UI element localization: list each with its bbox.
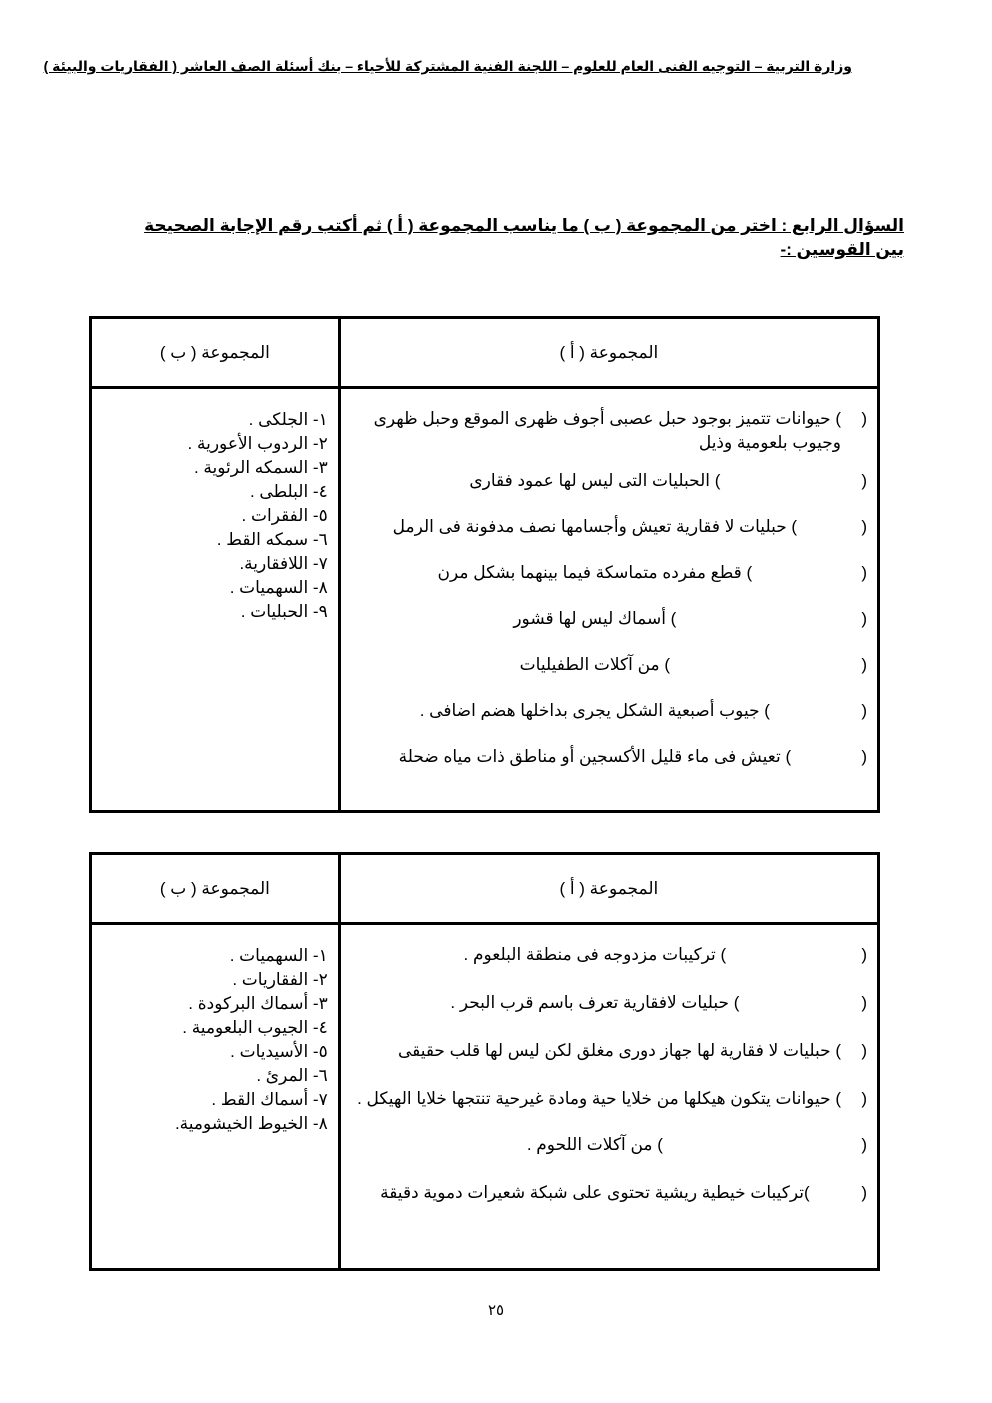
list-item xyxy=(349,699,867,723)
group-b-header: المجموعة ( ب ) xyxy=(91,854,340,924)
list-item xyxy=(349,1133,867,1157)
group-a-header: المجموعة ( أ ) xyxy=(339,318,878,388)
item-text: ) قطع مفرده متماسكة فيما بينهما بشكل مرن xyxy=(437,563,753,582)
group-a-cell xyxy=(339,924,878,1270)
list-item: ٦- المرئ . xyxy=(256,1066,328,1085)
group-b-header: المجموعة ( ب ) xyxy=(91,318,340,388)
item-text: ) حيوانات تتميز بوجود حبل عصبى أجوف ظهرى الموقع وحبل ظهرى وجيوب بلعومية وذيل xyxy=(373,409,841,452)
page-header: وزارة التربية – التوجيه الفنى العام للعلوم – اللجنة الفنية المشتركة للأحياء – بنك أسئلة الصف العاشر ( الفقاريات والبيئة ) xyxy=(43,58,852,74)
list-item: ٨- الخيوط الخيشومية. xyxy=(174,1114,328,1133)
list-item xyxy=(349,469,867,493)
list-item: ٣- السمكه الرئوية . xyxy=(193,458,328,477)
list-item: ٦- سمكه القط . xyxy=(216,530,328,549)
item-text: ) تعيش فى ماء قليل الأكسجين أو مناطق ذات مياه ضحلة xyxy=(398,747,792,766)
answer-bracket[interactable]: ( xyxy=(861,1135,867,1154)
question-title: السؤال الرابع : اختر من المجموعة ( ب ) ما يناسب المجموعة ( أ ) ثم أكتب رقم الإجابة الصحيحة بين القوسين :- xyxy=(144,216,904,259)
item-text: ) حبليات لافقارية تعرف باسم قرب البحر . xyxy=(450,993,740,1012)
list-item xyxy=(349,1039,867,1063)
list-item: ٥- الفقرات . xyxy=(241,506,328,525)
list-item xyxy=(349,607,867,631)
answer-bracket[interactable]: ( xyxy=(861,409,867,428)
answer-bracket[interactable]: ( xyxy=(861,517,867,536)
answer-bracket[interactable]: ( xyxy=(861,945,867,964)
list-item: ٥- الأسيديات . xyxy=(230,1042,328,1061)
list-item: ٧- اللافقارية. xyxy=(239,554,328,573)
group-b-list xyxy=(92,389,338,624)
answer-bracket[interactable]: ( xyxy=(861,747,867,766)
list-item: ٢- الردوب الأعورية . xyxy=(187,434,328,453)
list-item xyxy=(349,407,867,455)
list-item xyxy=(349,561,867,585)
list-item: ١- السهميات . xyxy=(229,946,328,965)
list-item xyxy=(349,1087,867,1111)
list-item xyxy=(349,1181,867,1205)
list-item: ٣- أسماك البركودة . xyxy=(188,994,328,1013)
answer-bracket[interactable]: ( xyxy=(861,1041,867,1060)
item-text: ) الحبليات التى ليس لها عمود فقارى xyxy=(469,471,721,490)
answer-bracket[interactable]: ( xyxy=(861,655,867,674)
list-item: ٤- الجيوب البلعومية . xyxy=(182,1018,328,1037)
group-a-cell xyxy=(339,388,878,812)
answer-bracket[interactable]: ( xyxy=(861,1089,867,1108)
list-item xyxy=(349,745,867,769)
item-text: ) أسماك ليس لها قشور xyxy=(513,609,677,628)
answer-bracket[interactable]: ( xyxy=(861,609,867,628)
list-item: ٢- الفقاريات . xyxy=(232,970,328,989)
answer-bracket[interactable]: ( xyxy=(861,471,867,490)
list-item xyxy=(349,991,867,1015)
list-item xyxy=(349,515,867,539)
group-b-cell xyxy=(91,388,340,812)
list-item: ١- الجلكى . xyxy=(248,410,328,429)
group-a-list xyxy=(341,925,877,1205)
answer-bracket[interactable]: ( xyxy=(861,1183,867,1202)
item-text: ) حيوانات يتكون هيكلها من خلايا حية ومادة غيرحية تنتجها خلايا الهيكل . xyxy=(357,1089,841,1108)
item-text: ) حبليات لا فقارية تعيش وأجسامها نصف مدفونة فى الرمل xyxy=(392,517,798,536)
item-text: ) تركيبات مزدوجه فى منطقة البلعوم . xyxy=(463,945,727,964)
answer-bracket[interactable]: ( xyxy=(861,701,867,720)
list-item xyxy=(349,653,867,677)
list-item: ٤- البلطى . xyxy=(249,482,328,501)
item-text: ) جيوب أصبعية الشكل يجرى بداخلها هضم اضافى . xyxy=(419,701,770,720)
matching-table-1 xyxy=(89,316,880,813)
list-item xyxy=(349,943,867,967)
group-b-list xyxy=(92,925,338,1136)
item-text: ) من آكلات اللحوم . xyxy=(526,1135,663,1154)
answer-bracket[interactable]: ( xyxy=(861,993,867,1012)
page-number: ٢٥ xyxy=(487,1302,505,1319)
matching-table-2 xyxy=(89,852,880,1271)
answer-bracket[interactable]: ( xyxy=(861,563,867,582)
group-b-cell xyxy=(91,924,340,1270)
list-item: ٧- أسماك القط . xyxy=(211,1090,328,1109)
group-a-header: المجموعة ( أ ) xyxy=(339,854,878,924)
item-text: ) من آكلات الطفيليات xyxy=(519,655,671,674)
item-text: ) حبليات لا فقارية لها جهاز دورى مغلق لكن ليس لها قلب حقيقى xyxy=(397,1041,841,1060)
list-item: ٨- السهميات . xyxy=(229,578,328,597)
list-item: ٩- الحبليات . xyxy=(240,602,328,621)
group-a-list xyxy=(341,389,877,769)
item-text: )تركيبات خيطية ريشية تحتوى على شبكة شعيرات دموية دقيقة xyxy=(380,1183,810,1202)
